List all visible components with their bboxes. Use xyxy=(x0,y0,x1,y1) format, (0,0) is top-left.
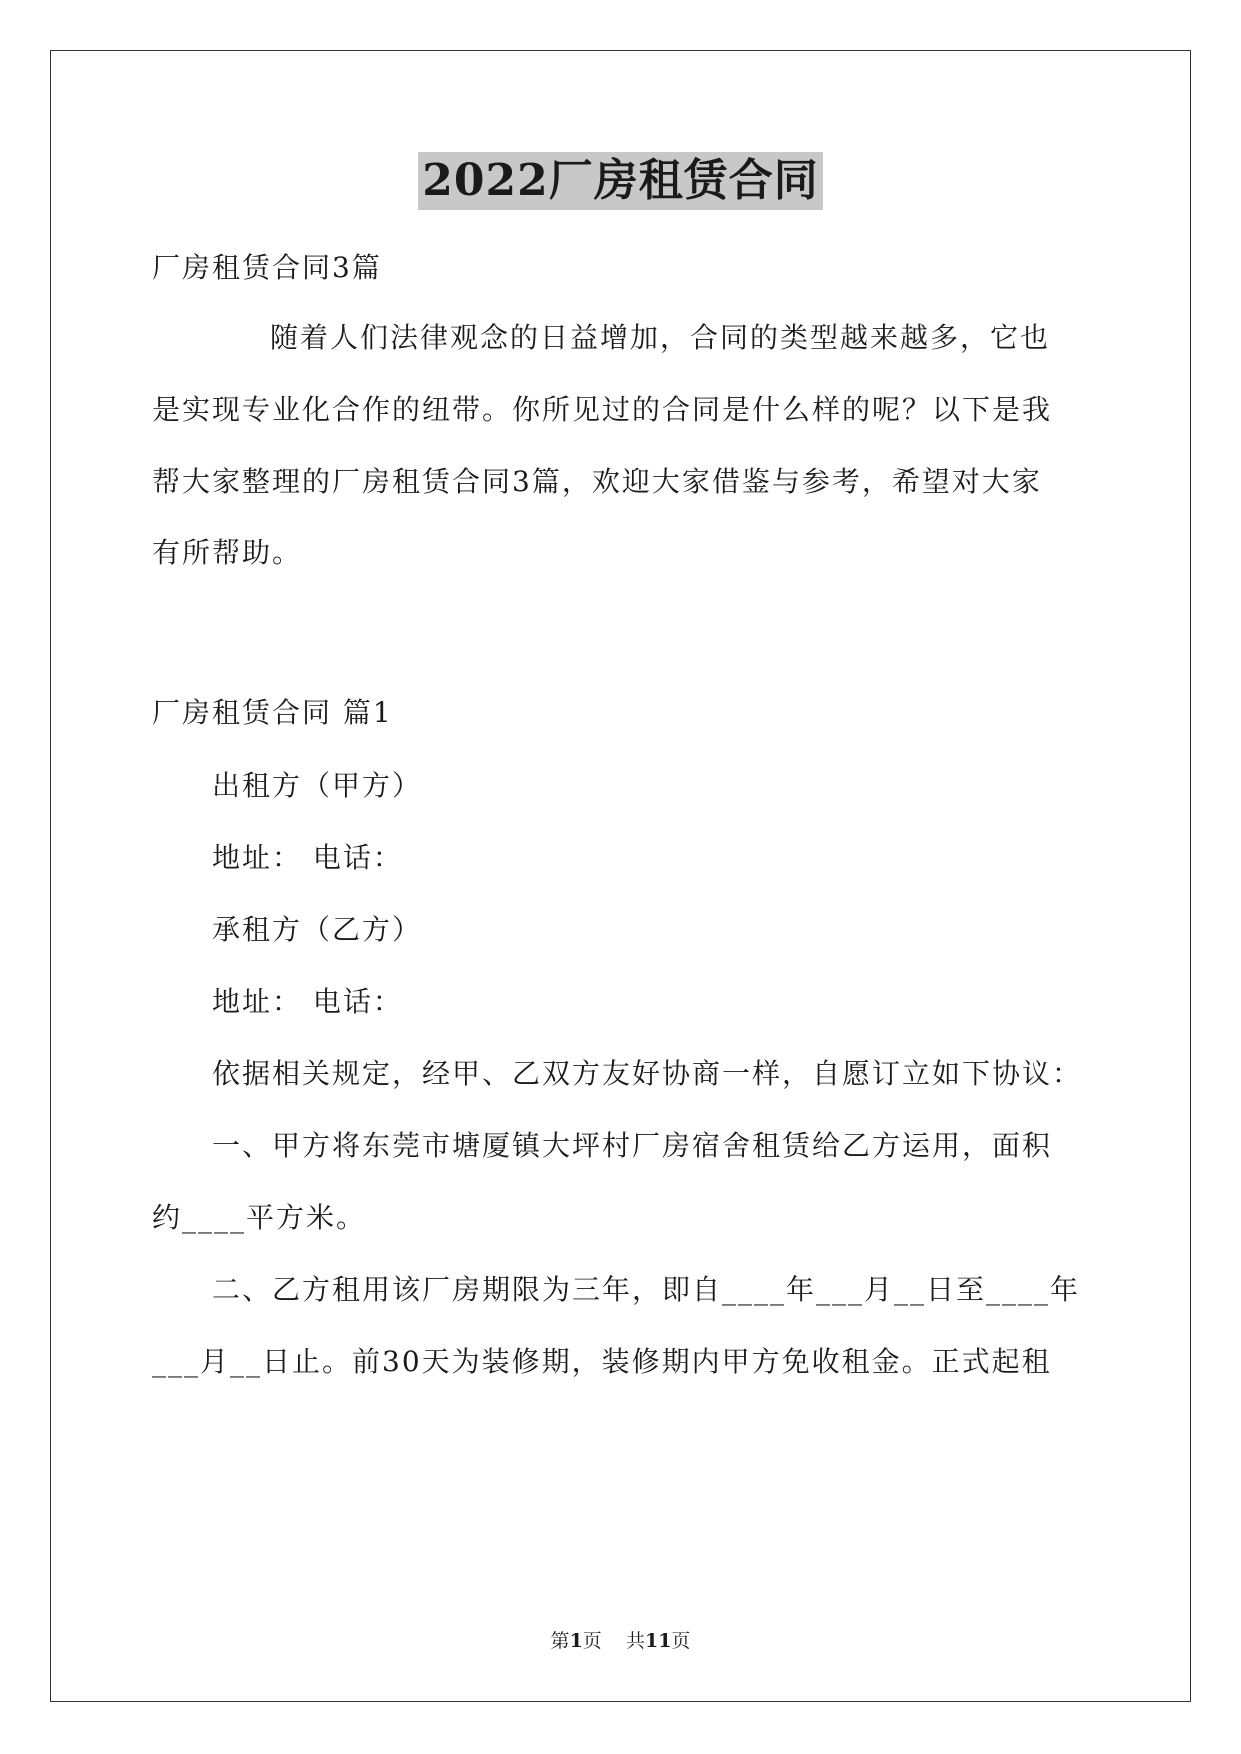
intro-line-2: 是实现专业化合作的纽带。你所见过的合同是什么样的呢？以下是我 xyxy=(152,393,1053,426)
section-heading: 厂房租赁合同 篇1 xyxy=(152,696,393,729)
intro-line-4: 有所帮助。 xyxy=(152,536,303,569)
clause-1-line-1: 一、甲方将东莞市塘厦镇大坪村厂房宿舍租赁给乙方运用，面积 xyxy=(212,1129,1053,1162)
preamble: 依据相关规定，经甲、乙双方友好协商一样，自愿订立如下协议： xyxy=(212,1057,1083,1090)
clause-2-line-1: 二、乙方租用该厂房期限为三年，即自____年___月__日至____年 xyxy=(212,1273,1081,1306)
clause-2-line-2: ___月__日止。前30天为装修期，装修期内甲方免收租金。正式起租 xyxy=(152,1345,1052,1378)
title-container xyxy=(0,152,1241,210)
lessee-address-phone: 地址： 电话： xyxy=(212,985,403,1018)
page-footer xyxy=(0,1628,1241,1654)
footer-page-prefix: 第 xyxy=(550,1630,570,1652)
footer-page-mid: 页 共 xyxy=(582,1630,645,1652)
lessee-label: 承租方（乙方） xyxy=(212,913,423,946)
footer-page-number: 1 xyxy=(569,1630,583,1652)
document-subtitle: 厂房租赁合同3篇 xyxy=(152,251,382,284)
intro-line-1: 随着人们法律观念的日益增加，合同的类型越来越多，它也 xyxy=(270,321,1051,354)
lessor-address-phone: 地址： 电话： xyxy=(212,841,403,874)
intro-line-3: 帮大家整理的厂房租赁合同3篇，欢迎大家借鉴与参考，希望对大家 xyxy=(152,465,1042,498)
footer-page-total: 11 xyxy=(644,1630,672,1652)
footer-page-suffix: 页 xyxy=(671,1630,691,1652)
document-title: 2022厂房租赁合同 xyxy=(418,152,822,210)
clause-1-line-2: 约____平方米。 xyxy=(152,1201,367,1234)
lessor-label: 出租方（甲方） xyxy=(212,769,423,802)
